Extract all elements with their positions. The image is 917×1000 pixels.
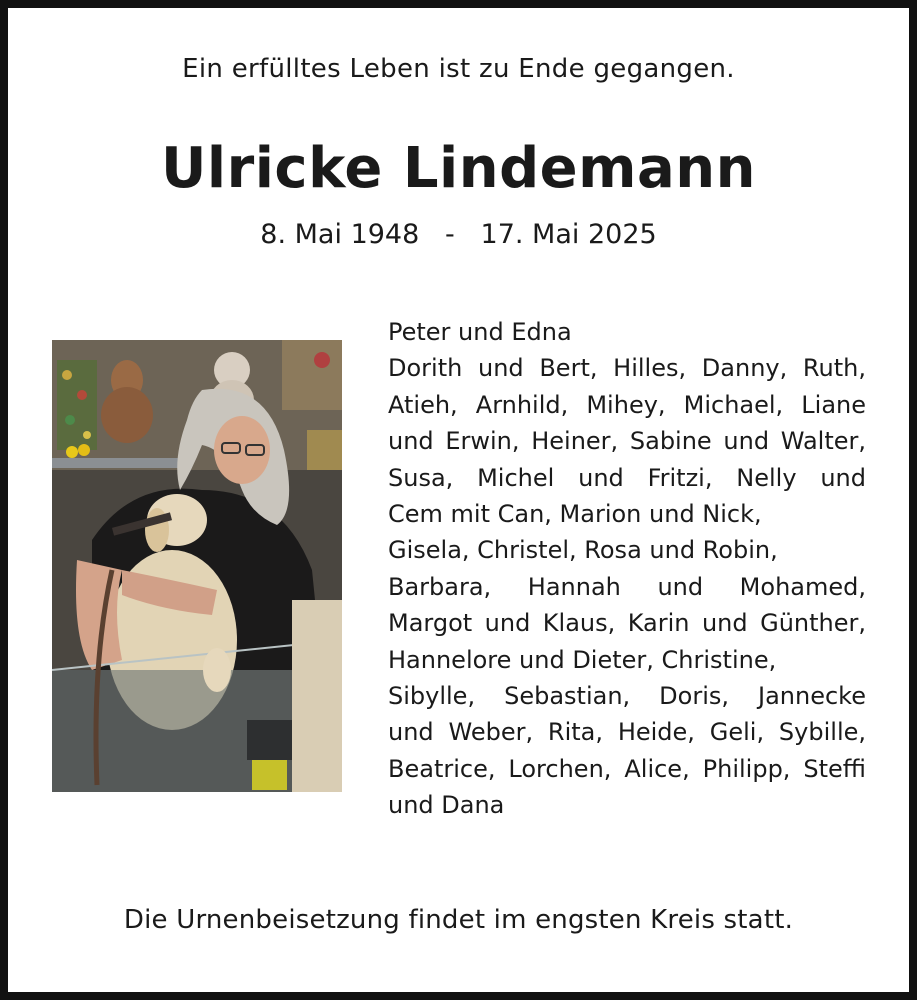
mourners-line: Margot und Klaus, Karin und Günther, [388,609,866,638]
mourners-list [388,314,866,824]
life-dates [0,219,917,250]
intro-text: Ein erfülltes Leben ist zu Ende gegangen. [182,54,735,84]
mourners-line: Sibylle, Sebastian, Doris, Jannecke [388,682,866,711]
mourners-line: Barbara, Hannah und Mohamed, [388,572,866,601]
burial-notice: Die Urnenbeisetzung findet im engsten Kreis statt. [123,905,794,935]
mourners-line: und Weber, Rita, Heide, Geli, Sybille, [388,718,866,747]
date-separator: - [445,219,455,250]
mourners-line: Peter und Edna [388,318,572,346]
mourners-line: und Dana [388,791,505,820]
mourners-line: Beatrice, Lorchen, Alice, Philipp, Steffi [388,754,866,783]
deceased-name: Ulricke Lindemann [160,136,757,201]
mourners-line: und Erwin, Heiner, Sabine und Walter, [388,427,866,456]
mourners-line: Cem mit Can, Marion und Nick, [388,500,762,529]
mourners-line: Gisela, Christel, Rosa und Robin, [388,536,778,565]
portrait-photo [52,340,342,792]
mourners-line: Atieh, Arnhild, Mihey, Michael, Liane [388,390,866,419]
birth-date: 8. Mai 1948 [260,219,420,250]
death-date: 17. Mai 2025 [480,219,657,250]
mourners-line: Susa, Michel und Fritzi, Nelly und [388,463,866,492]
mourners-line: Hannelore und Dieter, Christine, [388,645,777,674]
mourners-line: Dorith und Bert, Hilles, Danny, Ruth, [388,354,866,383]
